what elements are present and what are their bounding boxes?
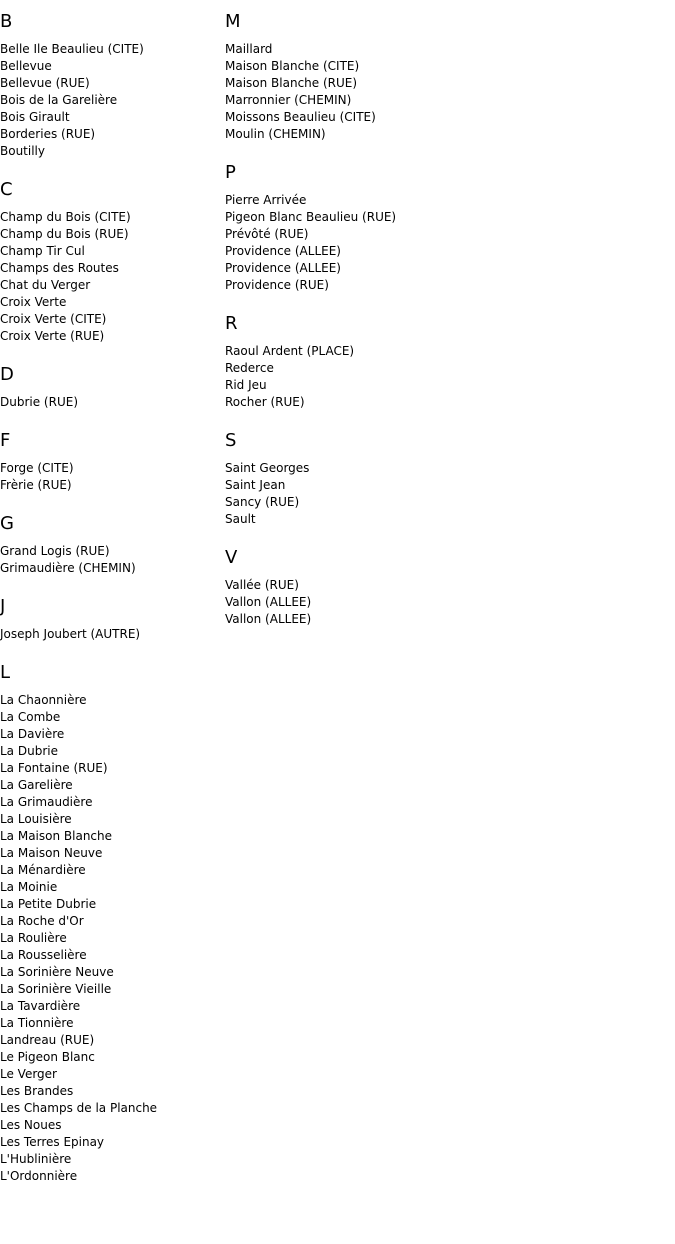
letter-heading: G xyxy=(0,513,14,534)
street-list-item: Forge (CITE) xyxy=(0,461,74,475)
street-list-item: La Rousselière xyxy=(0,948,87,962)
street-list-item: Vallon (ALLEE) xyxy=(225,595,312,609)
letter-group-d xyxy=(0,364,220,411)
street-list xyxy=(0,543,220,577)
street-list xyxy=(0,394,220,411)
street-list-item: La Ménardière xyxy=(0,863,86,877)
street-list-item: Moissons Beaulieu (CITE) xyxy=(225,110,376,124)
street-list-item: Le Verger xyxy=(0,1067,57,1081)
street-list-item: La Petite Dubrie xyxy=(0,897,97,911)
street-list-item: La Davière xyxy=(0,727,65,741)
street-list-item: Frèrie (RUE) xyxy=(0,478,72,492)
letter-group-p xyxy=(225,162,445,294)
street-list-item: Providence (ALLEE) xyxy=(225,261,341,275)
street-list-item: Les Noues xyxy=(0,1118,62,1132)
street-index-right-column xyxy=(225,0,445,647)
street-list-item: Saint Georges xyxy=(225,461,310,475)
street-list-item: La Roche d'Or xyxy=(0,914,84,928)
street-list-item: Providence (RUE) xyxy=(225,278,329,292)
street-list-item: Bois de la Garelière xyxy=(0,93,118,107)
street-list-item: Champ du Bois (RUE) xyxy=(0,227,129,241)
street-list-item: La Combe xyxy=(0,710,61,724)
street-list-item: Raoul Ardent (PLACE) xyxy=(225,344,355,358)
street-list-item: Grand Logis (RUE) xyxy=(0,544,110,558)
letter-group-g xyxy=(0,513,220,577)
letter-group-s xyxy=(225,430,445,528)
street-list-item: La Fontaine (RUE) xyxy=(0,761,108,775)
street-list-item: La Chaonnière xyxy=(0,693,87,707)
street-index-left-column xyxy=(0,0,220,1204)
letter-group-m xyxy=(225,11,445,143)
street-list-item: Champ Tir Cul xyxy=(0,244,85,258)
street-list-item: Grimaudière (CHEMIN) xyxy=(0,561,136,575)
street-list-item: Bellevue (RUE) xyxy=(0,76,90,90)
street-list-item: Chat du Verger xyxy=(0,278,91,292)
street-list-item: La Tavardière xyxy=(0,999,81,1013)
street-list xyxy=(225,577,445,628)
street-list-item: La Louisière xyxy=(0,812,72,826)
street-list-item: La Maison Blanche xyxy=(0,829,113,843)
street-list-item: Boutilly xyxy=(0,144,45,158)
street-list-item: Dubrie (RUE) xyxy=(0,395,78,409)
street-list-item: Rid Jeu xyxy=(225,378,267,392)
street-list-item: Bellevue xyxy=(0,59,52,73)
street-list-item: Bois Girault xyxy=(0,110,70,124)
letter-group-f xyxy=(0,430,220,494)
letter-group-c xyxy=(0,179,220,345)
street-list xyxy=(0,209,220,345)
street-list-item: Borderies (RUE) xyxy=(0,127,96,141)
street-list xyxy=(0,460,220,494)
letter-group-j xyxy=(0,596,220,643)
street-list-item: Vallée (RUE) xyxy=(225,578,299,592)
street-list-item: Rederce xyxy=(225,361,274,375)
street-list-item: Croix Verte (CITE) xyxy=(0,312,107,326)
street-list-item: Saint Jean xyxy=(225,478,286,492)
street-list xyxy=(225,343,445,411)
street-list-item: Les Brandes xyxy=(0,1084,74,1098)
letter-heading: V xyxy=(225,547,238,568)
street-list-item: Moulin (CHEMIN) xyxy=(225,127,326,141)
street-list-item: La Tionnière xyxy=(0,1016,74,1030)
street-list-item: Joseph Joubert (AUTRE) xyxy=(0,627,141,641)
letter-group-v xyxy=(225,547,445,628)
street-list-item: La Grimaudière xyxy=(0,795,93,809)
street-list-item: Croix Verte (RUE) xyxy=(0,329,105,343)
letter-heading: R xyxy=(225,313,238,334)
street-list-item: La Dubrie xyxy=(0,744,58,758)
street-list xyxy=(225,460,445,528)
street-list-item: Champ du Bois (CITE) xyxy=(0,210,131,224)
street-list-item: Belle Ile Beaulieu (CITE) xyxy=(0,42,144,56)
street-list-item: La Garelière xyxy=(0,778,73,792)
letter-heading: F xyxy=(0,430,11,451)
letter-group-r xyxy=(225,313,445,411)
street-list-item: Providence (ALLEE) xyxy=(225,244,341,258)
street-list-item: La Sorinière Vieille xyxy=(0,982,112,996)
street-list-item: Croix Verte xyxy=(0,295,67,309)
street-list-item: Pigeon Blanc Beaulieu (RUE) xyxy=(225,210,397,224)
letter-heading: B xyxy=(0,11,13,32)
street-list-item: Maison Blanche (RUE) xyxy=(225,76,358,90)
letter-heading: M xyxy=(225,11,241,32)
street-list-item: Les Champs de la Planche xyxy=(0,1101,158,1115)
street-list xyxy=(225,192,445,294)
street-list-item: Le Pigeon Blanc xyxy=(0,1050,95,1064)
street-list xyxy=(0,41,220,160)
street-list-item: Sault xyxy=(225,512,256,526)
street-list xyxy=(225,41,445,143)
street-list-item: La Maison Neuve xyxy=(0,846,103,860)
street-list-item: La Moinie xyxy=(0,880,58,894)
letter-heading: C xyxy=(0,179,13,200)
street-list-item: L'Ordonnière xyxy=(0,1169,78,1183)
street-list-item: L'Hublinière xyxy=(0,1152,72,1166)
street-list xyxy=(0,692,220,1185)
street-list-item: Marronnier (CHEMIN) xyxy=(225,93,352,107)
street-list-item: Rocher (RUE) xyxy=(225,395,305,409)
street-list-item: Landreau (RUE) xyxy=(0,1033,95,1047)
street-list-item: La Roulière xyxy=(0,931,67,945)
street-list-item: Sancy (RUE) xyxy=(225,495,300,509)
letter-group-b xyxy=(0,11,220,160)
street-list-item: Maison Blanche (CITE) xyxy=(225,59,360,73)
street-list-item: La Sorinière Neuve xyxy=(0,965,114,979)
letter-heading: S xyxy=(225,430,237,451)
street-list-item: Les Terres Epinay xyxy=(0,1135,105,1149)
street-list-item: Pierre Arrivée xyxy=(225,193,307,207)
letter-heading: D xyxy=(0,364,14,385)
street-list-item: Vallon (ALLEE) xyxy=(225,612,312,626)
street-list-item: Prévôté (RUE) xyxy=(225,227,309,241)
letter-group-l xyxy=(0,662,220,1185)
letter-heading: J xyxy=(0,596,6,617)
street-list xyxy=(0,626,220,643)
letter-heading: P xyxy=(225,162,236,183)
street-list-item: Maillard xyxy=(225,42,273,56)
letter-heading: L xyxy=(0,662,11,683)
street-list-item: Champs des Routes xyxy=(0,261,119,275)
